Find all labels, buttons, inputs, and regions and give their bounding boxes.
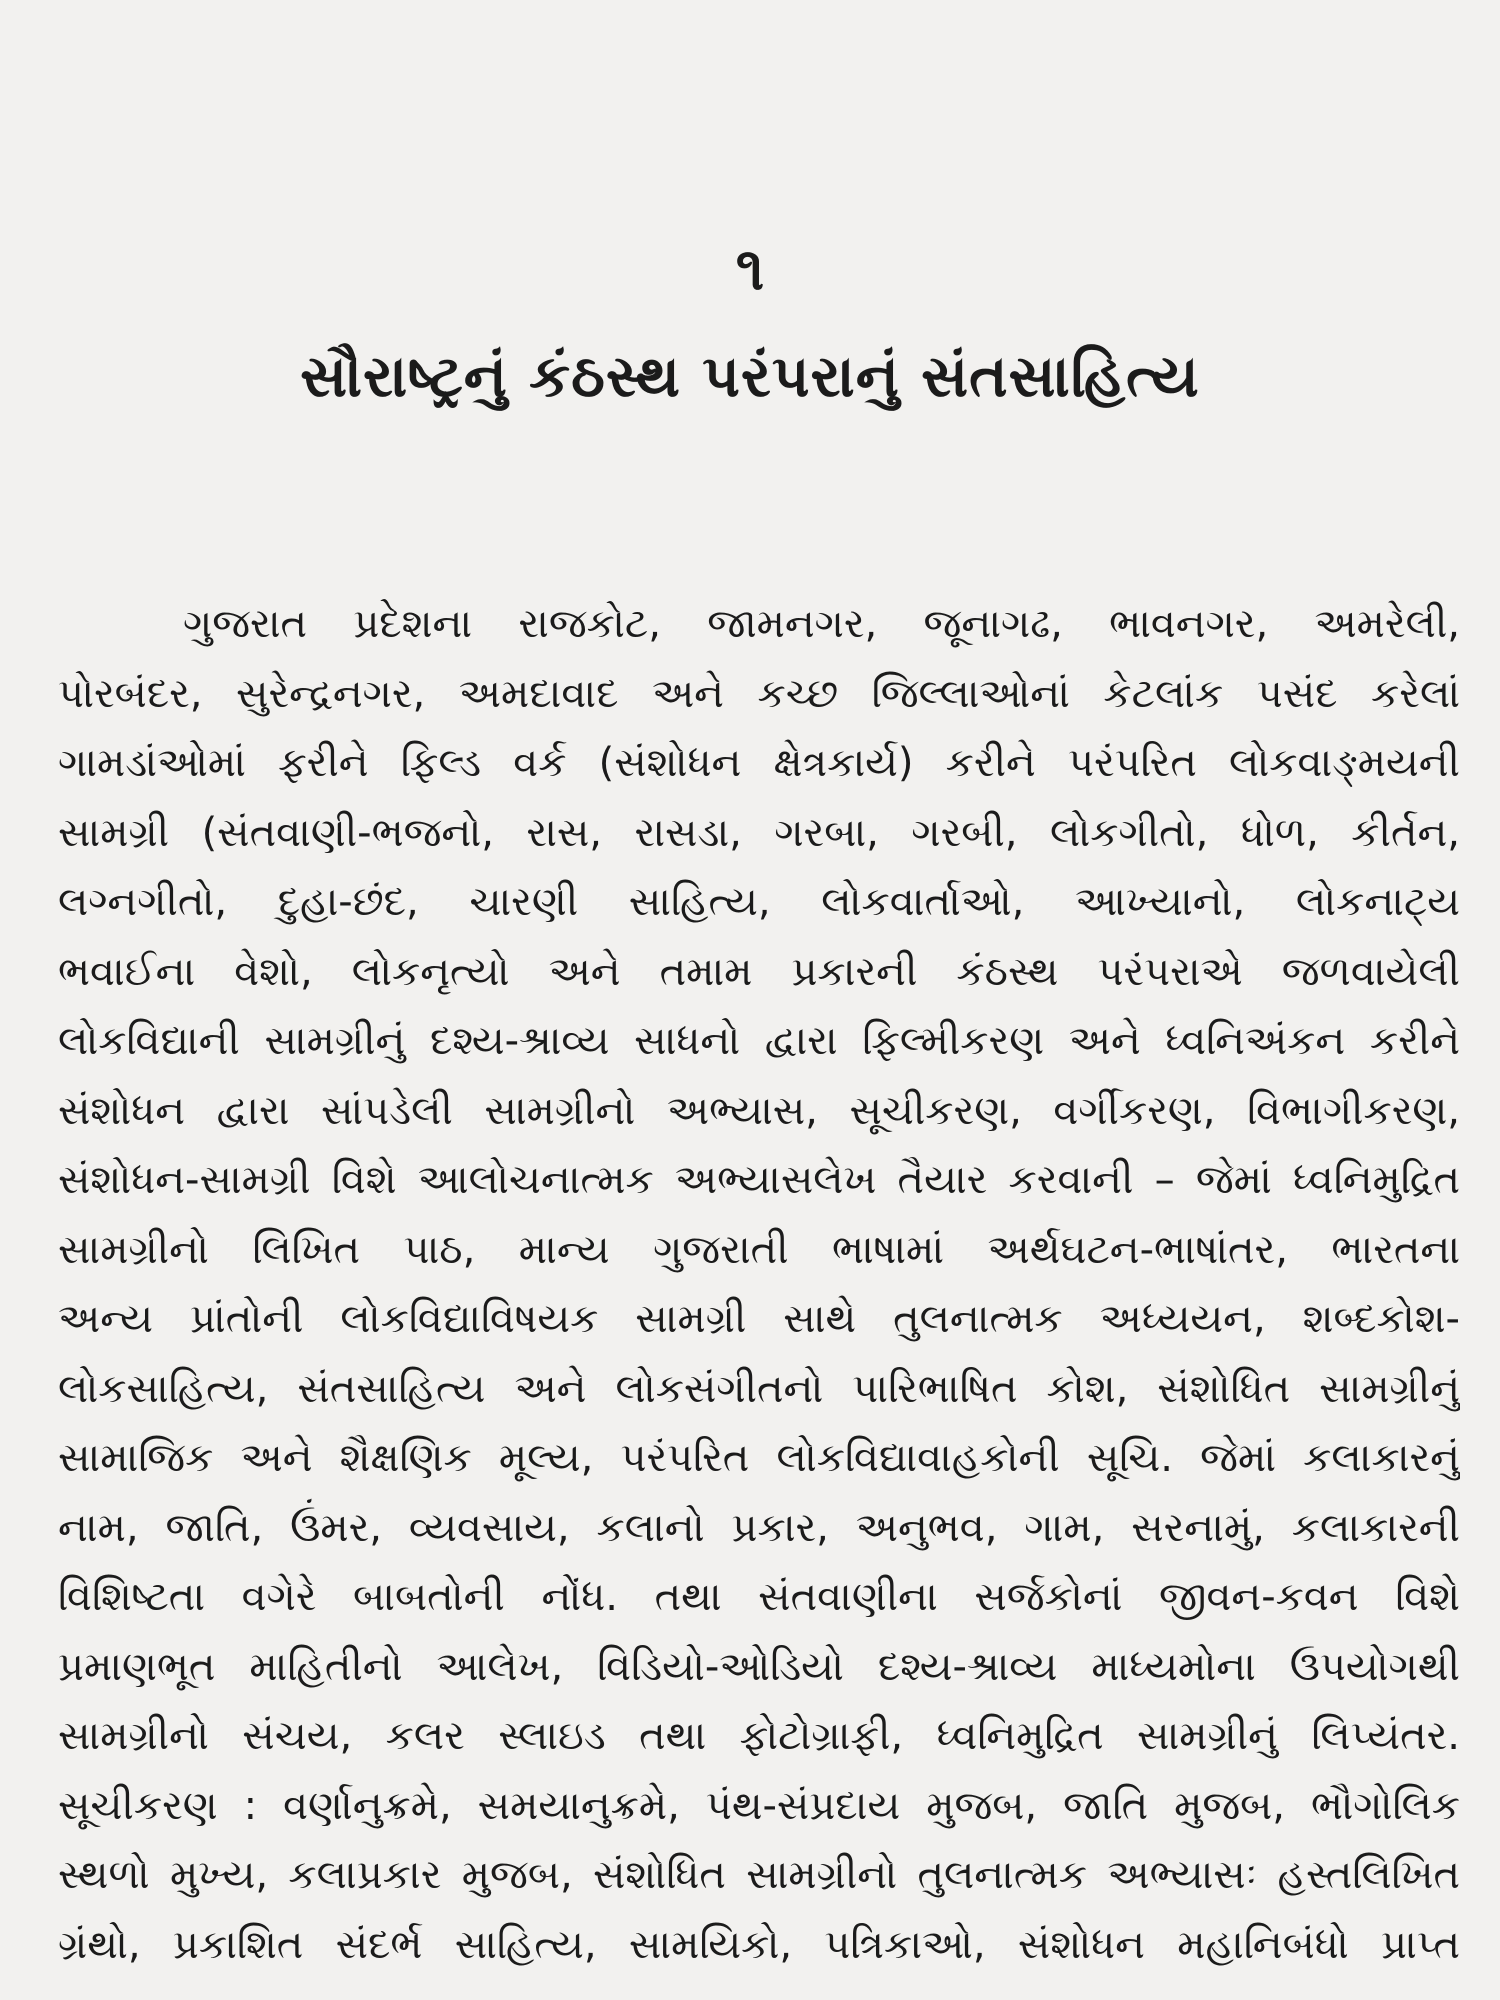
text-line: ગ્રંથો, પ્રકાશિત સંદર્ભ સાહિત્ય, સામયિકો, પત્રિકાઓ, સંશોધન મહાનિબંધો પ્રાપ્ત — [58, 1921, 1460, 1968]
text-line: ગુજરાત પ્રદેશના રાજકોટ, જામનગર, જૂનાગઢ, ભાવનગર, અમરેલી, — [183, 601, 1460, 647]
text-line: સૂચીકરણ : વર્ણાનુક્રમે, સમયાનુક્રમે, પંથ-સંપ્રદાય મુજબ, જાતિ મુજબ, ભૌગોલિક — [58, 1782, 1460, 1829]
text-line: સામગ્રીનો લિખિત પાઠ, માન્ય ગુજરાતી ભાષામાં અર્થઘટન-ભાષાંતર, ભારતના — [58, 1226, 1460, 1273]
text-line: સંશોધન-સામગ્રી વિશે આલોચનાત્મક અભ્યાસલેખ તૈયાર કરવાની – જેમાં ધ્વનિમુદ્રિત — [58, 1157, 1460, 1203]
text-line: લોકસાહિત્ય, સંતસાહિત્ય અને લોકસંગીતનો પારિભાષિત કોશ, સંશોધિત સામગ્રીનું — [58, 1365, 1460, 1412]
text-line: નામ, જાતિ, ઉંમર, વ્યવસાય, કલાનો પ્રકાર, અનુભવ, ગામ, સરનામું, કલાકારની — [58, 1504, 1460, 1551]
text-line: લગ્નગીતો, દુહા-છંદ, ચારણી સાહિત્ય, લોકવાર્તાઓ, આખ્યાનો, લોકનાટ્ય — [58, 879, 1460, 925]
text-line: સામાજિક અને શૈક્ષણિક મૂલ્ય, પરંપરિત લોકવિદ્યાવાહકોની સૂચિ. જેમાં કલાકારનું — [58, 1435, 1460, 1481]
text-line: સ્થળો મુખ્ય, કલાપ્રકાર મુજબ, સંશોધિત સામગ્રીનો તુલનાત્મક અભ્યાસઃ હસ્તલિખિત — [58, 1852, 1460, 1898]
text-line: વિશિષ્ટતા વગેરે બાબતોની નોંધ. તથા સંતવાણીના સર્જકોનાં જીવન-કવન વિશે — [58, 1574, 1460, 1620]
text-line: સામગ્રીનો સંચય, કલર સ્લાઇડ તથા ફોટોગ્રાફી, ધ્વનિમુદ્રિત સામગ્રીનું લિપ્યંતર. — [58, 1713, 1460, 1759]
text-line: પોરબંદર, સુરેન્દ્રનગર, અમદાવાદ અને કચ્છ જિલ્લાઓનાં કેટલાંક પસંદ કરેલાં — [58, 670, 1460, 717]
body-paragraph — [58, 590, 1460, 1980]
chapter-number: ૧ — [735, 235, 765, 303]
text-line: ગામડાંઓમાં ફરીને ફિલ્ડ વર્ક (સંશોધન ક્ષેત્રકાર્ય) કરીને પરંપરિત લોકવાઙ્મયની — [58, 740, 1460, 786]
text-line: અન્ય પ્રાંતોની લોકવિદ્યાવિષયક સામગ્રી સાથે તુલનાત્મક અધ્યયન, શબ્દકોશ- — [58, 1296, 1460, 1342]
chapter-title: સૌરાષ્ટ્રનું કંઠસ્થ પરંપરાનું સંતસાહિત્ય — [300, 342, 1200, 410]
text-line: સંશોધન દ્વારા સાંપડેલી સામગ્રીનો અભ્યાસ, સૂચીકરણ, વર્ગીકરણ, વિભાગીકરણ, — [58, 1087, 1460, 1134]
text-line: પ્રમાણભૂત માહિતીનો આલેખ, વિડિયો-ઓડિયો દશ્ય-શ્રાવ્ય માધ્યમોના ઉપયોગથી — [58, 1643, 1460, 1690]
text-line: ભવાઈના વેશો, લોકનૃત્યો અને તમામ પ્રકારની કંઠસ્થ પરંપરાએ જળવાયેલી — [58, 948, 1460, 995]
text-line: લોકવિદ્યાની સામગ્રીનું દશ્ય-શ્રાવ્ય સાધનો દ્વારા ફિલ્મીકરણ અને ધ્વનિઅંકન કરીને — [58, 1018, 1460, 1064]
text-line: સામગ્રી (સંતવાણી-ભજનો, રાસ, રાસડા, ગરબા, ગરબી, લોકગીતો, ધોળ, કીર્તન, — [58, 809, 1460, 856]
